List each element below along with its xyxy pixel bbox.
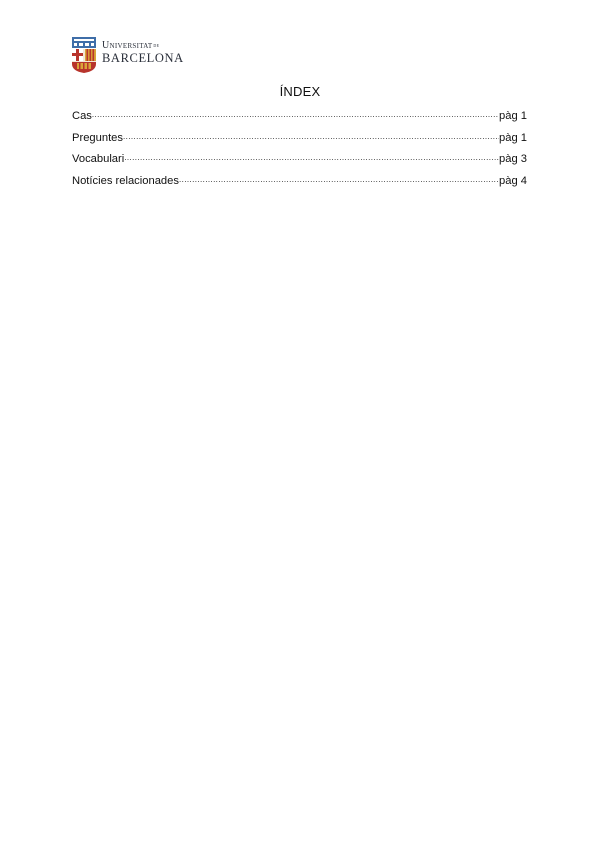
logo-de-word: de bbox=[153, 44, 160, 49]
toc-entry-page: pàg 3 bbox=[499, 153, 527, 165]
toc-leader-dots bbox=[124, 150, 499, 162]
table-of-contents bbox=[72, 107, 527, 193]
logo-line1 bbox=[102, 41, 184, 51]
toc-entry-label: Vocabulari bbox=[72, 153, 125, 165]
toc-leader-dots bbox=[179, 172, 499, 184]
toc-entry-label: Notícies relacionades bbox=[72, 174, 179, 187]
toc-leader-dots bbox=[92, 107, 499, 119]
toc-leader-dots bbox=[123, 129, 499, 141]
page-title: ÍNDEX bbox=[279, 84, 321, 99]
logo-barcelona-word: BARCELONA bbox=[102, 51, 184, 65]
toc-entry-page: pàg 4 bbox=[499, 174, 527, 187]
toc-entry-preguntes[interactable] bbox=[72, 129, 527, 151]
toc-entry-vocabulari[interactable] bbox=[72, 150, 527, 172]
toc-entry-label: Cas bbox=[72, 110, 92, 122]
logo-text bbox=[102, 41, 184, 65]
toc-entry-page: pàg 1 bbox=[499, 110, 527, 122]
university-seal-icon bbox=[72, 37, 96, 73]
logo-university-word: Universitat bbox=[102, 40, 153, 51]
toc-entry-cas[interactable] bbox=[72, 107, 527, 129]
toc-entry-page: pàg 1 bbox=[499, 131, 527, 144]
toc-entry-noticies-relacionades[interactable] bbox=[72, 172, 527, 194]
toc-entry-label: Preguntes bbox=[72, 131, 123, 144]
university-logo bbox=[72, 37, 184, 73]
